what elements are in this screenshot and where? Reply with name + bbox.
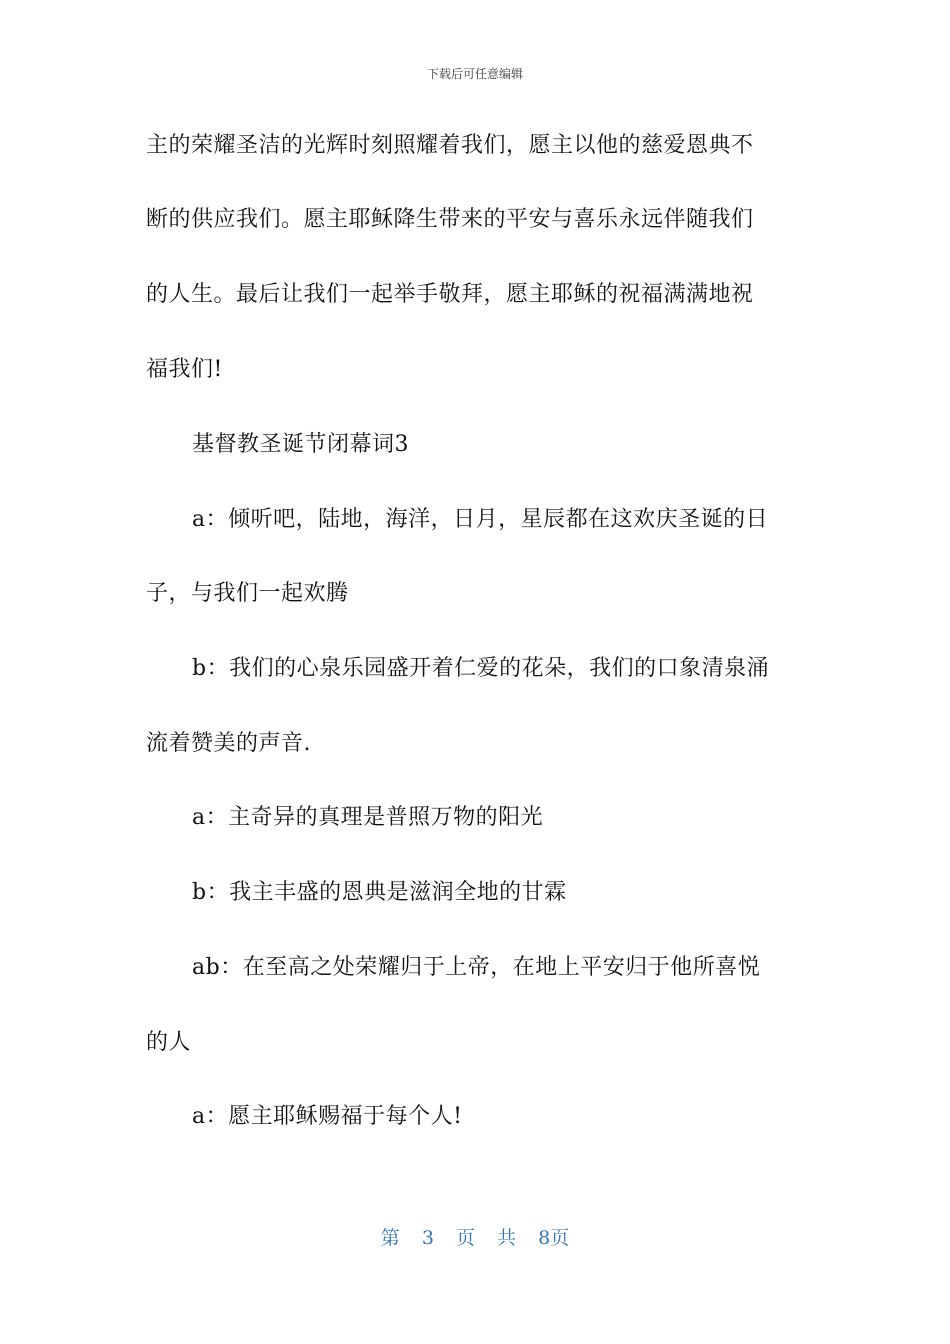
- paragraph-line: 的人生。最后让我们一起举手敬拜，愿主耶稣的祝福满满地祝: [146, 282, 754, 307]
- paragraph-line: 福我们!: [146, 357, 223, 382]
- paragraph-line: a：愿主耶稣赐福于每个人!: [192, 1104, 463, 1129]
- page-footer: [0, 1224, 950, 1252]
- paragraph-line: a：主奇异的真理是普照万物的阳光: [192, 805, 544, 830]
- paragraph-line: b：我主丰盛的恩典是滋润全地的甘霖: [192, 880, 567, 905]
- paragraph-line: a：倾听吧，陆地，海洋，日月，星辰都在这欢庆圣诞的日: [192, 507, 769, 532]
- paragraph-line: 流着赞美的声音.: [146, 731, 311, 756]
- paragraph-line: 子，与我们一起欢腾: [146, 581, 349, 606]
- footer-total-label: 共: [497, 1227, 517, 1249]
- section-heading: 基督教圣诞节闭幕词3: [192, 432, 409, 457]
- page-header: 下载后可任意编辑: [426, 67, 523, 81]
- footer-prefix: 第: [380, 1227, 400, 1249]
- paragraph-line: b：我们的心泉乐园盛开着仁爱的花朵，我们的口象清泉涌: [192, 656, 770, 681]
- footer-page-number: 3: [421, 1227, 434, 1249]
- paragraph-line: 的人: [146, 1030, 192, 1055]
- footer-total-pages: 8页: [538, 1227, 570, 1249]
- paragraph-line: 断的供应我们。愿主耶稣降生带来的平安与喜乐永远伴随我们: [146, 207, 754, 232]
- paragraph-line: 主的荣耀圣洁的光辉时刻照耀着我们，愿主以他的慈爱恩典不: [146, 133, 754, 158]
- footer-page-label: 页: [455, 1227, 475, 1249]
- paragraph-line: ab：在至高之处荣耀归于上帝，在地上平安归于他所喜悦: [192, 955, 761, 980]
